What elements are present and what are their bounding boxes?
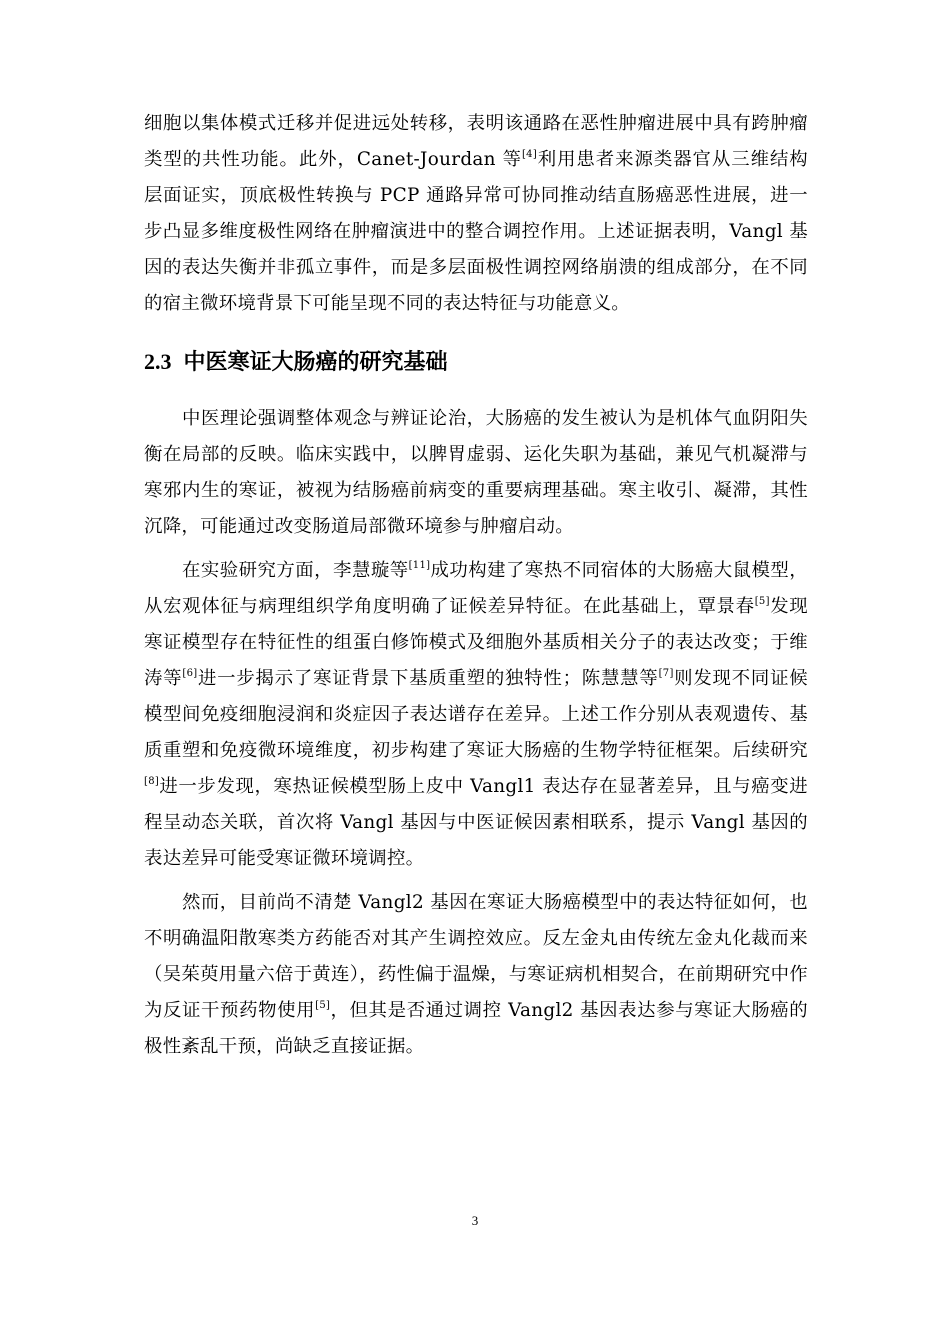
- citation-reference: [5]: [754, 596, 770, 607]
- section-heading: [144, 344, 808, 381]
- section-title: 中医寒证大肠癌的研究基础: [183, 350, 448, 375]
- citation-reference: [4]: [521, 149, 538, 160]
- paragraph-continued: 细胞以集体模式迁移并促进远处转移，表明该通路在恶性肿瘤进展中具有跨肿瘤类型的共性功能。此外，Canet-Jourdan 等[4]利用患者来源类器官从三维结构层面证实，顶底极性转换与 PCP 通路异常可协同推动结直肠癌恶性进展，进一步凸显多维度极性网络在肿瘤演进中的整合调控作用。上述证据表明，Vangl 基因的表达失衡并非孤立事件，而是多层面极性调控网络崩溃的组成部分，在不同的宿主微环境背景下可能呈现不同的表达特征与功能意义。: [144, 113, 809, 314]
- citation-reference: [5]: [315, 1000, 331, 1011]
- citation-reference: [8]: [144, 776, 160, 787]
- paragraph-open-question: 然而，目前尚不清楚 Vangl2 基因在寒证大肠癌模型中的表达特征如何，也不明确温阳散寒类方药能否对其产生调控效应。反左金丸由传统左金丸化裁而来（吴茱萸用量六倍于黄连），药性偏于温燥，与寒证病机相契合，在前期研究中作为反证干预药物使用[5]，但其是否通过调控 Vangl2 基因表达参与寒证大肠癌的极性紊乱干预，尚缺乏直接证据。: [144, 892, 808, 1057]
- citation-reference: [7]: [658, 668, 674, 679]
- citation-reference: [6]: [182, 668, 198, 679]
- document-page: [144, 106, 808, 1065]
- paragraph-tcm-theory: 中医理论强调整体观念与辨证论治，大肠癌的发生被认为是机体气血阴阳失衡在局部的反映。临床实践中，以脾胃虚弱、运化失职为基础，兼见气机凝滞与寒邪内生的寒证，被视为结肠癌前病变的重要病理基础。寒主收引、凝滞，其性沉降，可能通过改变肠道局部微环境参与肿瘤启动。: [144, 408, 808, 537]
- citation-reference: [11]: [408, 560, 431, 571]
- page-number: 3: [471, 1213, 479, 1228]
- paragraph-experimental-research: 在实验研究方面，李慧璇等[11]成功构建了寒热不同宿体的大肠癌大鼠模型，从宏观体征与病理组织学角度明确了证候差异特征。在此基础上，覃景春[5]发现寒证模型存在特征性的组蛋白修饰模式及细胞外基质相关分子的表达改变；于维涛等[6]进一步揭示了寒证背景下基质重塑的独特性；陈慧慧等[7]则发现不同证候模型间免疫细胞浸润和炎症因子表达谱存在差异。上述工作分别从表观遗传、基质重塑和免疫微环境维度，初步构建了寒证大肠癌的生物学特征框架。后续研究[8]进一步发现，寒热证候模型肠上皮中 Vangl1 表达存在显著差异，且与癌变进程呈动态关联，首次将 Vangl 基因与中医证候因素相联系，提示 Vangl 基因的表达差异可能受寒证微环境调控。: [144, 560, 808, 869]
- section-number: 2.3: [144, 349, 172, 374]
